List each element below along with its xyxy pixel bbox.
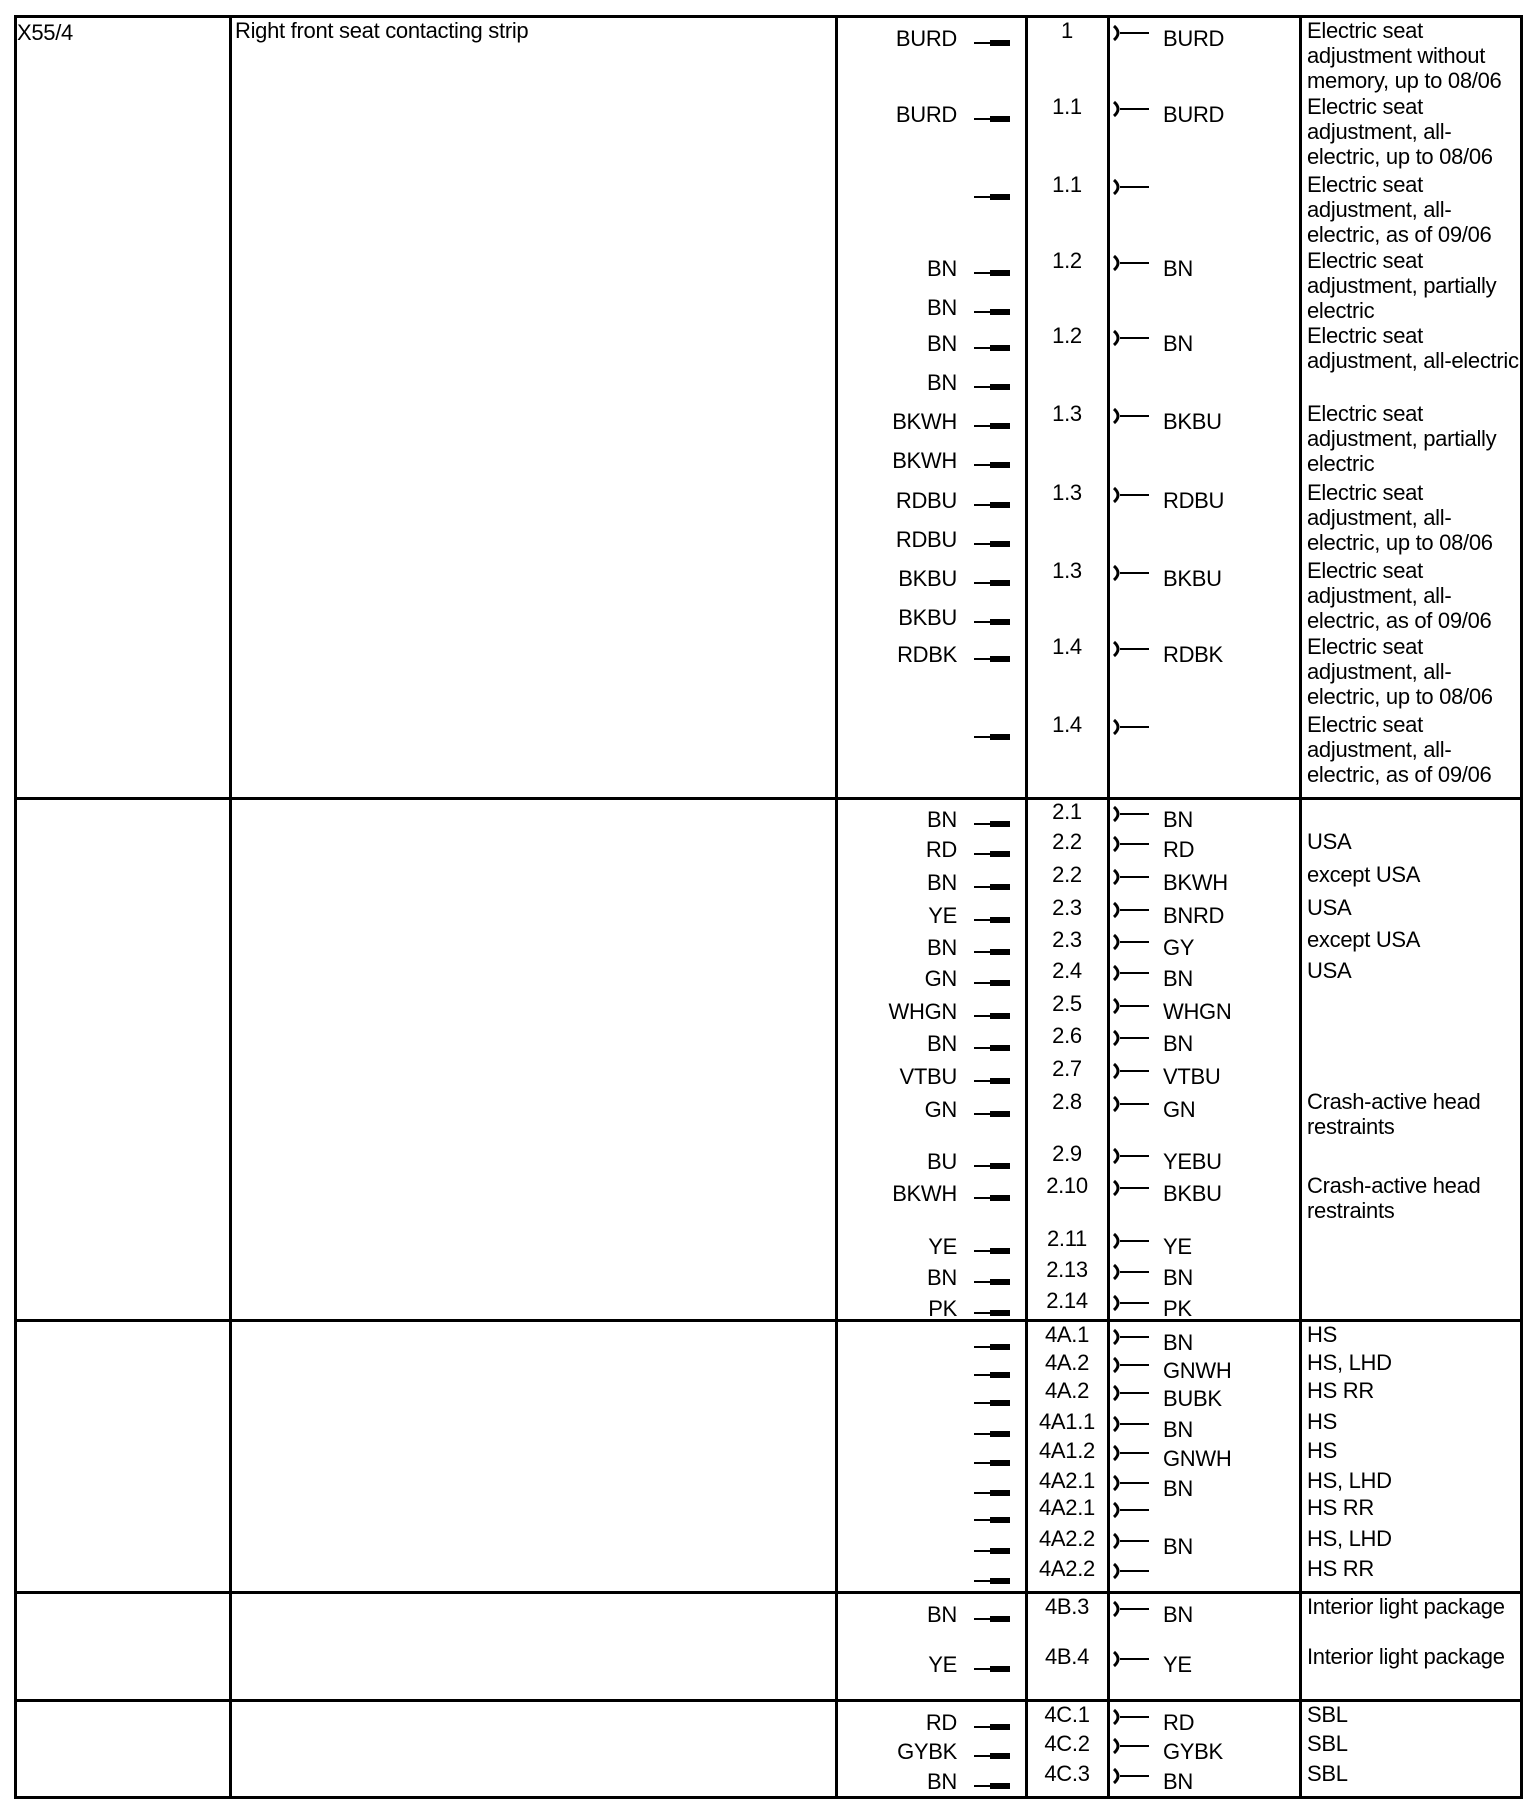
- pin-number: 2.5: [1052, 991, 1082, 1016]
- plug-symbol: [974, 849, 1010, 858]
- column-divider: [1299, 18, 1302, 1796]
- plug-symbol: [974, 1398, 1010, 1407]
- plug-symbol: [974, 1614, 1010, 1623]
- plug-symbol: [974, 1576, 1010, 1585]
- wire-color-right: BN: [1163, 1031, 1193, 1056]
- plug-symbol: [974, 1193, 1010, 1202]
- plug-symbol: [974, 1011, 1010, 1020]
- wire-color-left: GN: [924, 1097, 957, 1122]
- pin-number: 2.11: [1047, 1226, 1087, 1251]
- socket-symbol: [1111, 932, 1149, 952]
- wire-color-right: RD: [1163, 837, 1195, 862]
- wire-color-right: WHGN: [1163, 999, 1232, 1024]
- row-note: HS RR: [1307, 1378, 1374, 1403]
- socket-symbol: [1111, 485, 1149, 505]
- plug-symbol: [974, 1781, 1010, 1790]
- row-note: Electric seat adjustment, all-electric, as of 09/06: [1307, 712, 1492, 787]
- pin-number: 4A2.2: [1039, 1526, 1095, 1551]
- plug-symbol: [974, 1342, 1010, 1351]
- wire-color-left: BKWH: [892, 1181, 957, 1206]
- row-note: SBL: [1307, 1731, 1348, 1756]
- plug-symbol: [974, 578, 1010, 587]
- pin-number: 2.2: [1052, 829, 1082, 854]
- column-divider: [229, 18, 232, 1796]
- pin-number: 4A2.2: [1039, 1556, 1095, 1581]
- pin-number: 1.3: [1052, 401, 1082, 426]
- wire-color-right: GNWH: [1163, 1358, 1232, 1383]
- socket-symbol: [1111, 1707, 1149, 1727]
- wire-color-left: BN: [927, 807, 957, 832]
- plug-symbol: [974, 268, 1010, 277]
- socket-symbol: [1111, 717, 1149, 737]
- plug-symbol: [974, 654, 1010, 663]
- pin-number: 4C.2: [1044, 1731, 1090, 1756]
- pin-number: 4A.2: [1044, 1378, 1090, 1403]
- wire-color-right: YEBU: [1163, 1149, 1222, 1174]
- wire-color-left: RD: [925, 837, 957, 862]
- pin-number: 4C.3: [1044, 1761, 1090, 1786]
- wire-color-left: BKBU: [898, 605, 957, 630]
- wire-color-left: BURD: [895, 102, 957, 127]
- row-note: HS RR: [1307, 1495, 1374, 1520]
- wire-color-left: RDBU: [895, 488, 957, 513]
- socket-symbol: [1111, 1443, 1149, 1463]
- row-note: except USA: [1307, 862, 1421, 887]
- row-note: SBL: [1307, 1702, 1348, 1727]
- wire-color-left: BU: [927, 1149, 957, 1174]
- wire-color-left: RDBU: [895, 527, 957, 552]
- socket-symbol: [1111, 963, 1149, 983]
- socket-symbol: [1111, 1178, 1149, 1198]
- row-note: Electric seat adjustment, partially electric: [1307, 401, 1497, 476]
- pin-number: 1.4: [1052, 712, 1082, 737]
- socket-symbol: [1111, 99, 1149, 119]
- row-note: HS, LHD: [1307, 1350, 1392, 1375]
- plug-symbol: [974, 1161, 1010, 1170]
- socket-symbol: [1111, 1736, 1149, 1756]
- wire-color-right: BN: [1163, 256, 1193, 281]
- plug-symbol: [974, 460, 1010, 469]
- wire-color-left: RD: [925, 1710, 957, 1735]
- plug-symbol: [974, 421, 1010, 430]
- socket-symbol: [1111, 1231, 1149, 1251]
- plug-symbol: [974, 1751, 1010, 1760]
- group-divider: [17, 1699, 1520, 1702]
- pin-number: 2.10: [1046, 1173, 1088, 1198]
- row-note: except USA: [1307, 927, 1421, 952]
- plug-symbol: [974, 882, 1010, 891]
- socket-symbol: [1111, 1028, 1149, 1048]
- pin-number: 1.1: [1052, 172, 1082, 197]
- pin-number: 4A1.2: [1039, 1438, 1095, 1463]
- wire-color-left: PK: [928, 1296, 957, 1321]
- wire-color-left: YE: [928, 903, 957, 928]
- pin-number: 1.2: [1052, 248, 1082, 273]
- group-divider: [17, 1319, 1520, 1322]
- plug-symbol: [974, 1308, 1010, 1317]
- pin-number: 4A2.1: [1039, 1495, 1095, 1520]
- pin-number: 4B.4: [1044, 1644, 1090, 1669]
- pin-number: 2.4: [1052, 958, 1082, 983]
- socket-symbol: [1111, 639, 1149, 659]
- plug-symbol: [974, 1722, 1010, 1731]
- wire-color-right: YE: [1163, 1234, 1192, 1259]
- socket-symbol: [1111, 1383, 1149, 1403]
- row-note: Electric seat adjustment, all-electric, up to 08/06: [1307, 480, 1493, 555]
- wire-color-left: BN: [927, 1769, 957, 1794]
- wire-color-right: BN: [1163, 1769, 1193, 1794]
- wire-color-right: BKBU: [1163, 1181, 1222, 1206]
- socket-symbol: [1111, 1500, 1149, 1520]
- pin-number: 4A.1: [1044, 1322, 1090, 1347]
- row-note: Electric seat adjustment, all-electric, as of 09/06: [1307, 558, 1492, 633]
- wire-color-left: BN: [927, 1031, 957, 1056]
- plug-symbol: [974, 1109, 1010, 1118]
- wire-color-left: YE: [928, 1652, 957, 1677]
- plug-symbol: [974, 1076, 1010, 1085]
- wire-color-right: BN: [1163, 1602, 1193, 1627]
- row-note: Electric seat adjustment, all-electric, up to 08/06: [1307, 634, 1493, 709]
- wire-color-right: BN: [1163, 1476, 1193, 1501]
- socket-symbol: [1111, 1766, 1149, 1786]
- row-note: Interior light package: [1307, 1644, 1505, 1669]
- plug-symbol: [974, 382, 1010, 391]
- wire-color-right: GNWH: [1163, 1446, 1232, 1471]
- row-note: Crash-active head restraints: [1307, 1173, 1481, 1223]
- component-id: X55/4: [17, 20, 73, 45]
- plug-symbol: [974, 978, 1010, 987]
- plug-symbol: [974, 1458, 1010, 1467]
- wire-color-right: BURD: [1163, 102, 1225, 127]
- pin-number: 4A1.1: [1039, 1409, 1095, 1434]
- socket-symbol: [1111, 406, 1149, 426]
- wire-color-right: BN: [1163, 1534, 1193, 1559]
- plug-symbol: [974, 1515, 1010, 1524]
- pin-number: 2.3: [1052, 927, 1082, 952]
- wire-color-right: GN: [1163, 1097, 1196, 1122]
- pin-number: 2.7: [1052, 1056, 1082, 1081]
- plug-symbol: [974, 114, 1010, 123]
- wire-color-right: BN: [1163, 1330, 1193, 1355]
- row-note: Crash-active head restraints: [1307, 1089, 1481, 1139]
- socket-symbol: [1111, 996, 1149, 1016]
- wire-color-right: RDBK: [1163, 642, 1223, 667]
- plug-symbol: [974, 307, 1010, 316]
- wire-color-left: BN: [927, 1602, 957, 1627]
- socket-symbol: [1111, 804, 1149, 824]
- plug-symbol: [974, 38, 1010, 47]
- plug-symbol: [974, 1546, 1010, 1555]
- pin-number: 1.3: [1052, 558, 1082, 583]
- socket-symbol: [1111, 563, 1149, 583]
- socket-symbol: [1111, 1531, 1149, 1551]
- wire-color-left: BN: [927, 370, 957, 395]
- plug-symbol: [974, 192, 1010, 201]
- socket-symbol: [1111, 900, 1149, 920]
- wire-color-right: BN: [1163, 966, 1193, 991]
- pin-number: 4A.2: [1044, 1350, 1090, 1375]
- row-note: Electric seat adjustment, all-electric, as of 09/06: [1307, 172, 1492, 247]
- row-note: HS, LHD: [1307, 1526, 1392, 1551]
- wire-color-right: BN: [1163, 1417, 1193, 1442]
- row-note: Electric seat adjustment, all-electric: [1307, 323, 1519, 373]
- wire-color-right: BKWH: [1163, 870, 1228, 895]
- plug-symbol: [974, 1429, 1010, 1438]
- plug-symbol: [974, 947, 1010, 956]
- plug-symbol: [974, 915, 1010, 924]
- plug-symbol: [974, 500, 1010, 509]
- plug-symbol: [974, 1370, 1010, 1379]
- plug-symbol: [974, 732, 1010, 741]
- socket-symbol: [1111, 253, 1149, 273]
- row-note: Interior light package: [1307, 1594, 1505, 1619]
- socket-symbol: [1111, 867, 1149, 887]
- socket-symbol: [1111, 1262, 1149, 1282]
- plug-symbol: [974, 1664, 1010, 1673]
- socket-symbol: [1111, 1414, 1149, 1434]
- row-note: HS RR: [1307, 1556, 1374, 1581]
- plug-symbol: [974, 343, 1010, 352]
- row-note: SBL: [1307, 1761, 1348, 1786]
- wire-color-left: BN: [927, 870, 957, 895]
- wire-color-left: BN: [927, 256, 957, 281]
- row-note: HS: [1307, 1322, 1337, 1347]
- socket-symbol: [1111, 1561, 1149, 1581]
- socket-symbol: [1111, 1473, 1149, 1493]
- wire-color-right: BURD: [1163, 26, 1225, 51]
- pin-number: 4B.3: [1044, 1594, 1090, 1619]
- wire-color-right: BNRD: [1163, 903, 1225, 928]
- pin-number: 1.4: [1052, 634, 1082, 659]
- socket-symbol: [1111, 834, 1149, 854]
- pin-number: 1.1: [1052, 94, 1082, 119]
- plug-symbol: [974, 1488, 1010, 1497]
- wire-color-right: GYBK: [1163, 1739, 1223, 1764]
- socket-symbol: [1111, 1327, 1149, 1347]
- wire-color-right: BN: [1163, 331, 1193, 356]
- wire-color-left: BN: [927, 1265, 957, 1290]
- plug-symbol: [974, 1246, 1010, 1255]
- plug-symbol: [974, 819, 1010, 828]
- wire-color-left: BURD: [895, 26, 957, 51]
- wire-color-left: BN: [927, 331, 957, 356]
- pinout-table: [14, 15, 1523, 1799]
- pin-number: 4C.1: [1044, 1702, 1090, 1727]
- pin-number: 2.8: [1052, 1089, 1082, 1114]
- socket-symbol: [1111, 1146, 1149, 1166]
- socket-symbol: [1111, 1649, 1149, 1669]
- wire-color-left: BKBU: [898, 566, 957, 591]
- wire-color-left: BN: [927, 295, 957, 320]
- wire-color-right: BKBU: [1163, 566, 1222, 591]
- wire-color-right: YE: [1163, 1652, 1192, 1677]
- row-note: HS: [1307, 1438, 1337, 1463]
- wire-color-left: WHGN: [888, 999, 957, 1024]
- socket-symbol: [1111, 1061, 1149, 1081]
- row-note: HS, LHD: [1307, 1468, 1392, 1493]
- wire-color-left: BKWH: [892, 448, 957, 473]
- wire-color-left: YE: [928, 1234, 957, 1259]
- plug-symbol: [974, 539, 1010, 548]
- wire-color-left: BKWH: [892, 409, 957, 434]
- row-note: HS: [1307, 1409, 1337, 1434]
- pin-number: 2.3: [1052, 895, 1082, 920]
- wire-color-right: PK: [1163, 1296, 1192, 1321]
- wire-color-left: RDBK: [897, 642, 957, 667]
- socket-symbol: [1111, 1293, 1149, 1313]
- group-divider: [17, 1591, 1520, 1594]
- component-title: Right front seat contacting strip: [235, 18, 529, 43]
- row-note: Electric seat adjustment without memory, up to 08/06: [1307, 18, 1502, 93]
- wire-color-left: GN: [924, 966, 957, 991]
- wire-color-right: BKBU: [1163, 409, 1222, 434]
- row-note: Electric seat adjustment, all-electric, up to 08/06: [1307, 94, 1493, 169]
- socket-symbol: [1111, 1355, 1149, 1375]
- wire-color-right: BN: [1163, 1265, 1193, 1290]
- pin-number: 4A2.1: [1039, 1468, 1095, 1493]
- wire-color-right: RD: [1163, 1710, 1195, 1735]
- wire-color-right: RDBU: [1163, 488, 1225, 513]
- pin-number: 2.13: [1046, 1257, 1088, 1282]
- plug-symbol: [974, 1277, 1010, 1286]
- pin-number: 2.14: [1046, 1288, 1088, 1313]
- plug-symbol: [974, 617, 1010, 626]
- socket-symbol: [1111, 328, 1149, 348]
- wire-color-left: BN: [927, 935, 957, 960]
- pin-number: 2.9: [1052, 1141, 1082, 1166]
- row-note: USA: [1307, 958, 1352, 983]
- row-note: USA: [1307, 829, 1352, 854]
- pin-number: 1: [1061, 18, 1073, 43]
- row-note: USA: [1307, 895, 1352, 920]
- wire-color-right: BN: [1163, 807, 1193, 832]
- pin-number: 2.6: [1052, 1023, 1082, 1048]
- wire-color-left: GYBK: [897, 1739, 957, 1764]
- pin-number: 1.3: [1052, 480, 1082, 505]
- plug-symbol: [974, 1043, 1010, 1052]
- wire-color-right: BUBK: [1163, 1386, 1222, 1411]
- socket-symbol: [1111, 1599, 1149, 1619]
- group-divider: [17, 797, 1520, 800]
- row-note: Electric seat adjustment, partially electric: [1307, 248, 1497, 323]
- pin-number: 2.1: [1052, 799, 1082, 824]
- pin-number: 1.2: [1052, 323, 1082, 348]
- pin-number: 2.2: [1052, 862, 1082, 887]
- socket-symbol: [1111, 23, 1149, 43]
- socket-symbol: [1111, 177, 1149, 197]
- socket-symbol: [1111, 1094, 1149, 1114]
- wire-color-right: GY: [1163, 935, 1195, 960]
- wire-color-left: VTBU: [899, 1064, 957, 1089]
- wire-color-right: VTBU: [1163, 1064, 1221, 1089]
